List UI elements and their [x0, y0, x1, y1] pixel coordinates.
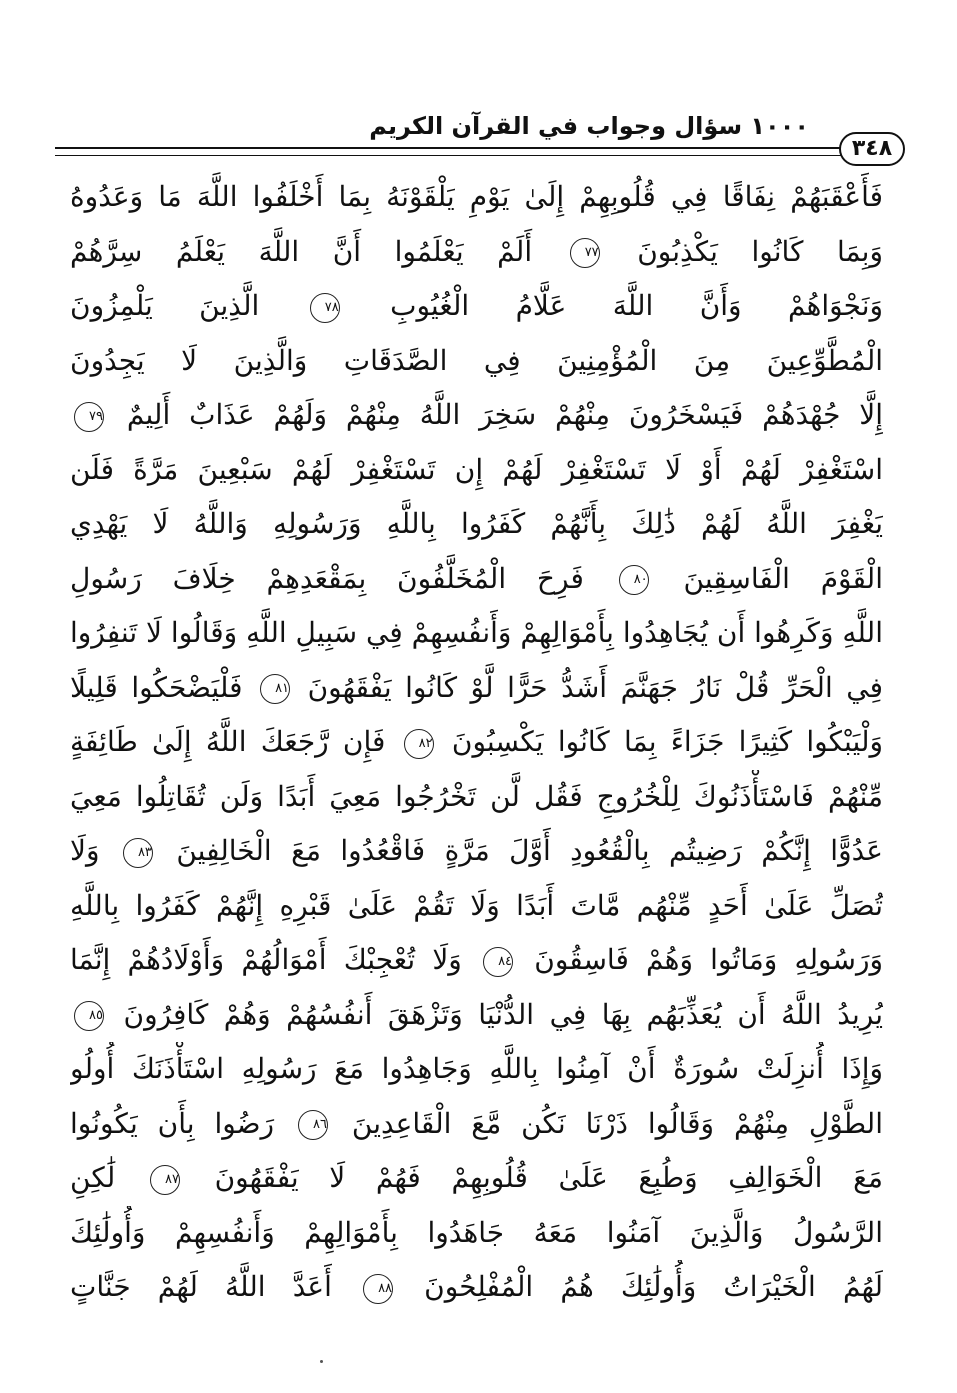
text-line: [70, 661, 883, 716]
ayah-number-marker: ٨٥: [74, 1001, 104, 1031]
text-line-content: الطَّوْلِ مِنْهُمْ وَقَالُوا ذَرْنَا نَكُن مَّعَ الْقَاعِدِينَ: [351, 1106, 883, 1140]
text-line-content: إِلَّا جُهْدَهُمْ فَيَسْخَرُونَ مِنْهُمْ سَخِرَ اللَّهُ مِنْهُمْ وَلَهُمْ عَذَابٌ أَلِيمٌ: [126, 398, 883, 431]
text-line-content: تُصَلِّ عَلَىٰ أَحَدٍ مِّنْهُم مَّاتَ أَبَدًا وَلَا تَقُمْ عَلَىٰ قَبْرِهِ إِنَّهُمْ كَفَرُوا بِاللَّهِ: [70, 888, 883, 922]
text-line: [70, 279, 883, 334]
text-line: [70, 879, 883, 934]
ayah-number-marker: ٨٦: [298, 1110, 328, 1140]
page-number-badge: ٣٤٨: [839, 132, 905, 166]
text-line: [70, 1260, 883, 1315]
text-line: [70, 497, 883, 552]
text-line-tail: فَإِن رَّجَعَكَ اللَّهُ إِلَىٰ طَائِفَةٍ: [70, 725, 386, 758]
print-speck: [320, 1360, 323, 1363]
book-title: ١٠٠٠ سؤال وجواب في القرآن الكريم: [369, 112, 809, 140]
text-line-content: فِي الْحَرِّ قُلْ نَارُ جَهَنَّمَ أَشَدُّ حَرًّا لَّوْ كَانُوا يَفْقَهُونَ: [307, 670, 883, 704]
text-line: [70, 1042, 883, 1097]
text-line-content: وَنَجْوَاهُمْ وَأَنَّ اللَّهَ عَلَّامُ الْغُيُوبِ: [390, 289, 883, 322]
text-line-content: الْمُطَّوِّعِينَ مِنَ الْمُؤْمِنِينَ فِي الصَّدَقَاتِ وَالَّذِينَ لَا يَجِدُونَ: [70, 343, 883, 377]
text-line: [70, 225, 883, 280]
text-line: [70, 606, 883, 661]
text-line: [70, 715, 883, 770]
text-line-content: وَلْيَبْكُوا كَثِيرًا جَزَاءً بِمَا كَانُوا يَكْسِبُونَ: [451, 725, 883, 758]
text-line: [70, 824, 883, 879]
text-line-content: اسْتَغْفِرْ لَهُمْ أَوْ لَا تَسْتَغْفِرْ لَهُمْ إِن تَسْتَغْفِرْ لَهُمْ سَبْعِينَ مَرَّةً فَلَن: [70, 452, 883, 486]
text-line: [70, 443, 883, 498]
text-line-tail: أَعَدَّ اللَّهُ لَهُمْ جَنَّاتٍ: [70, 1270, 332, 1303]
text-line: [70, 770, 883, 825]
ayah-number-marker: ٧٩: [74, 402, 104, 432]
text-line-content: وَرَسُولِهِ وَمَاتُوا وَهُمْ فَاسِقُونَ: [534, 943, 883, 976]
text-line-content: لَهُمُ الْخَيْرَاتُ وَأُولَٰئِكَ هُمُ الْمُفْلِحُونَ: [424, 1270, 883, 1303]
text-line-content: اللَّهِ وَكَرِهُوا أَن يُجَاهِدُوا بِأَمْوَالِهِمْ وَأَنفُسِهِمْ فِي سَبِيلِ اللَّهِ وَقَالُوا لَا تَنفِرُوا: [70, 616, 883, 649]
ayah-number-marker: ٧٨: [310, 293, 340, 323]
text-line-content: فَأَعْقَبَهُمْ نِفَاقًا فِي قُلُوبِهِمْ إِلَىٰ يَوْمِ يَلْقَوْنَهُ بِمَا أَخْلَفُوا اللَّهَ مَا وَعَدُوهُ: [70, 180, 883, 213]
text-line-tail: الَّذِينَ يَلْمِزُونَ: [70, 289, 260, 322]
text-line: [70, 170, 883, 225]
text-line: [70, 1097, 883, 1152]
page-header: [55, 108, 905, 161]
text-line: [70, 1151, 883, 1206]
text-line-content: يَغْفِرَ اللَّهُ لَهُمْ ذَٰلِكَ بِأَنَّهُمْ كَفَرُوا بِاللَّهِ وَرَسُولِهِ وَاللَّهُ لَا يَهْدِي: [70, 507, 883, 540]
text-line-tail: فَلْيَضْحَكُوا قَلِيلًا: [70, 670, 243, 704]
text-line-tail: فَرِحَ الْمُخَلَّفُونَ بِمَقْعَدِهِمْ خِلَافَ رَسُولِ: [70, 561, 584, 595]
text-line-tail: لَٰكِنِ: [70, 1161, 116, 1194]
ayah-number-marker: ٨١: [260, 674, 290, 704]
text-line: [70, 988, 883, 1043]
text-line-content: مَعَ الْخَوَالِفِ وَطُبِعَ عَلَىٰ قُلُوبِهِمْ فَهُمْ لَا يَفْقَهُونَ: [214, 1161, 883, 1194]
text-line-tail: رَضُوا بِأَن يَكُونُوا: [70, 1106, 275, 1140]
text-line-content: وَإِذَا أُنزِلَتْ سُورَةٌ أَنْ آمِنُوا بِاللَّهِ وَجَاهِدُوا مَعَ رَسُولِهِ اسْتَأْذَنَكَ أُولُو: [70, 1052, 883, 1085]
text-line: [70, 552, 883, 607]
text-line: [70, 334, 883, 389]
text-line-content: يُرِيدُ اللَّهُ أَن يُعَذِّبَهُم بِهَا فِي الدُّنْيَا وَتَزْهَقَ أَنفُسُهُمْ وَهُمْ كَافِرُونَ: [123, 997, 883, 1031]
ayah-number-marker: ٨٤: [483, 947, 513, 977]
text-line: [70, 388, 883, 443]
ayah-number-marker: ٨٢: [404, 729, 434, 759]
ayah-number-marker: ٨٣: [123, 838, 153, 868]
text-line-content: عَدُوًّا إِنَّكُمْ رَضِيتُم بِالْقُعُودِ أَوَّلَ مَرَّةٍ فَاقْعُدُوا مَعَ الْخَالِفِينَ: [176, 834, 883, 867]
ayah-number-marker: ٨٨: [363, 1274, 393, 1304]
text-line-tail: وَلَا: [70, 834, 100, 867]
text-line-content: الْقَوْمَ الْفَاسِقِينَ: [683, 561, 883, 595]
quran-text-block: [70, 170, 883, 1315]
text-line-content: الرَّسُولُ وَالَّذِينَ آمَنُوا مَعَهُ جَاهَدُوا بِأَمْوَالِهِمْ وَأَنفُسِهِمْ وَأُولَٰئِكَ: [70, 1215, 883, 1249]
text-line: [70, 1206, 883, 1261]
ayah-number-marker: ٨٠: [619, 565, 649, 595]
text-line-tail: أَلَمْ يَعْلَمُوا أَنَّ اللَّهَ يَعْلَمُ سِرَّهُمْ: [70, 234, 533, 268]
ayah-number-marker: ٧٧: [570, 238, 600, 268]
text-line-tail: وَلَا تُعْجِبْكَ أَمْوَالُهُمْ وَأَوْلَادُهُمْ إِنَّمَا: [70, 943, 462, 976]
text-line: [70, 933, 883, 988]
text-line-content: وَبِمَا كَانُوا يَكْذِبُونَ: [637, 234, 883, 268]
text-line-content: مِّنْهُمْ فَاسْتَأْذَنُوكَ لِلْخُرُوجِ فَقُل لَّن تَخْرُجُوا مَعِيَ أَبَدًا وَلَن تُقَاتِلُوا مَعِيَ: [70, 779, 883, 813]
ayah-number-marker: ٨٧: [150, 1165, 180, 1195]
header-rule: [55, 147, 841, 156]
